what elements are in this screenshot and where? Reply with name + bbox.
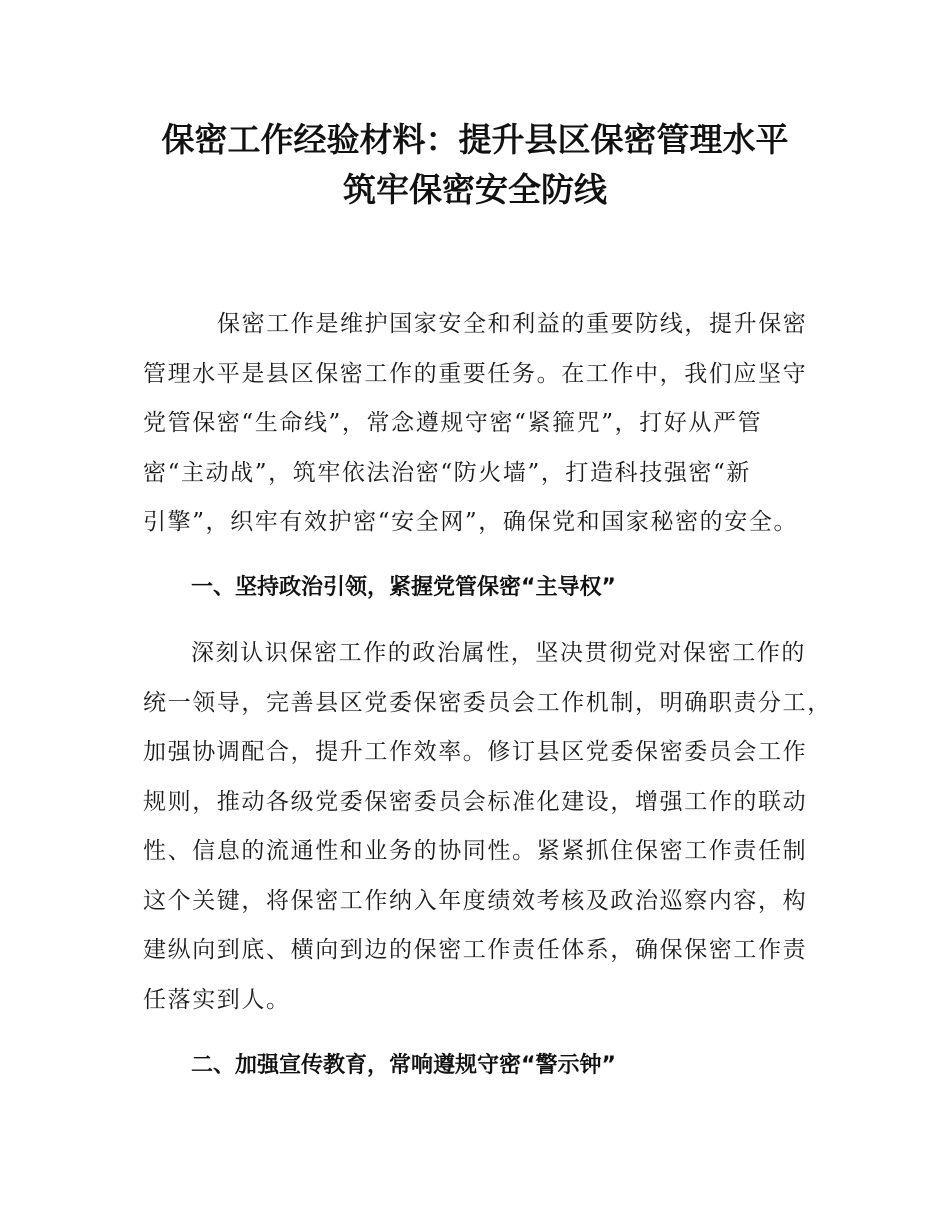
section-1-line: 深刻认识保密工作的政治属性，坚决贯彻党对保密工作的: [191, 640, 806, 666]
section-1-line: 这个关键，将保密工作纳入年度绩效考核及政治巡察内容，构: [143, 887, 808, 914]
section-2-heading: 二、加强宣传教育，常响遵规守密“警示钟”: [191, 1053, 616, 1078]
section-1-line: 加强协调配合，提升工作效率。修订县区党委保密委员会工作: [143, 739, 808, 765]
section-1-line: 统一领导，完善县区党委保密委员会工作机制，明确职责分工，: [143, 689, 832, 716]
section-1-line: 建纵向到底、横向到边的保密工作责任体系，确保保密工作责: [143, 937, 808, 963]
intro-paragraph: [143, 300, 823, 548]
section-1-line: 性、信息的流通性和业务的协同性。紧紧抓住保密工作责任制: [143, 838, 808, 864]
document-title-line-1: 保密工作经验材料：提升县区保密管理水平: [161, 120, 789, 159]
intro-line: 党管保密“生命线”，常念遵规守密“紧箍咒”，打好从严管: [143, 410, 763, 436]
intro-line: 密“主动战”，筑牢依法治密“防火墙”，打造科技强密“新: [143, 459, 751, 486]
document-title-line-2: 筑牢保密安全防线: [343, 170, 607, 209]
section-1-heading: 一、坚持政治引领，紧握党管保密“主导权”: [191, 575, 616, 600]
intro-line: 保密工作是维护国家安全和利益的重要防线，提升保密: [217, 311, 808, 337]
intro-line: 管理水平是县区保密工作的重要任务。在工作中，我们应坚守: [143, 360, 808, 387]
section-1-line: 规则，推动各级党委保密委员会标准化建设，增强工作的联动: [143, 788, 808, 815]
intro-line: 引擎”，织牢有效护密“安全网”，确保党和国家秘密的安全。: [143, 509, 799, 535]
section-1-paragraph: [143, 629, 832, 1025]
section-1-line: 任落实到人。: [143, 986, 291, 1013]
